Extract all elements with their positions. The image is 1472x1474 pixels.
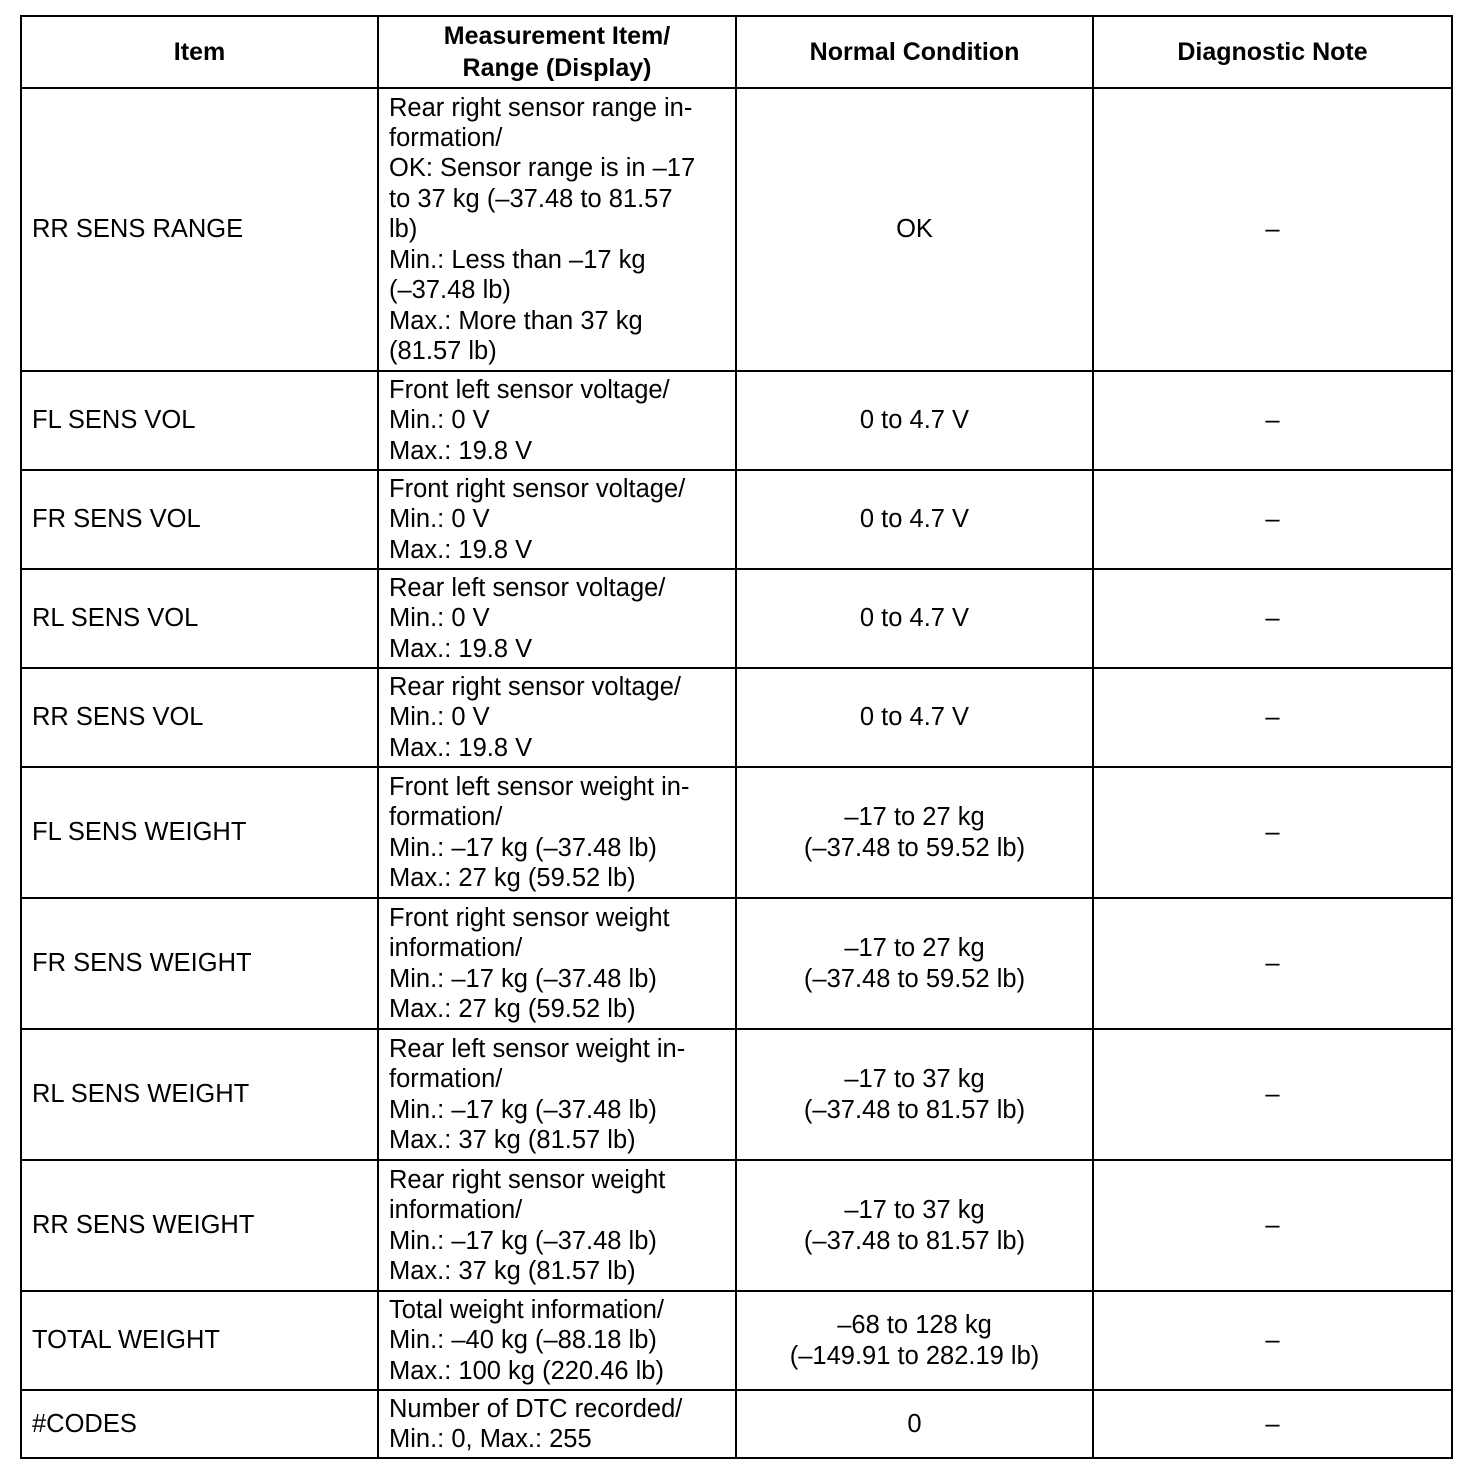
item-cell: RL SENS WEIGHT (21, 1029, 378, 1160)
measurement-cell: Rear left sensor weight in- formation/ Min.: –17 kg (–37.48 lb) Max.: 37 kg (81.57 lb) (378, 1029, 736, 1160)
normal-condition-cell: –17 to 27 kg (–37.48 to 59.52 lb) (736, 767, 1093, 898)
table-row (21, 1390, 1452, 1458)
item-cell: RL SENS VOL (21, 569, 378, 668)
header-measurement (378, 16, 736, 88)
header-item: Item (21, 16, 378, 88)
measurement-cell: Rear right sensor range in- formation/ OK: Sensor range is in –17 to 37 kg (–37.48 to 81.57 lb) Min.: Less than –17 kg (–37.48 lb) Max.: More than 37 kg (81.57 lb) (378, 88, 736, 371)
table-row (21, 898, 1452, 1029)
normal-condition-cell: –17 to 37 kg (–37.48 to 81.57 lb) (736, 1029, 1093, 1160)
table-row (21, 470, 1452, 569)
measurement-cell: Rear left sensor voltage/ Min.: 0 V Max.: 19.8 V (378, 569, 736, 668)
header-row (21, 16, 1452, 88)
normal-condition-cell: 0 to 4.7 V (736, 470, 1093, 569)
measurement-cell: Front left sensor weight in- formation/ Min.: –17 kg (–37.48 lb) Max.: 27 kg (59.52 lb) (378, 767, 736, 898)
normal-condition-cell: 0 to 4.7 V (736, 668, 1093, 767)
diagnostic-note-cell: – (1093, 898, 1452, 1029)
item-cell: RR SENS VOL (21, 668, 378, 767)
diagnostic-note-cell: – (1093, 88, 1452, 371)
diagnostic-note-cell: – (1093, 1160, 1452, 1291)
diagnostic-note-cell: – (1093, 668, 1452, 767)
diagnostic-note-cell: – (1093, 470, 1452, 569)
table-row (21, 1291, 1452, 1390)
item-cell: RR SENS RANGE (21, 88, 378, 371)
item-cell: TOTAL WEIGHT (21, 1291, 378, 1390)
normal-condition-cell: –17 to 27 kg (–37.48 to 59.52 lb) (736, 898, 1093, 1029)
header-diagnostic-note: Diagnostic Note (1093, 16, 1452, 88)
header-measurement-line2: Range (Display) (462, 54, 652, 82)
table-row (21, 668, 1452, 767)
measurement-cell: Rear right sensor voltage/ Min.: 0 V Max.: 19.8 V (378, 668, 736, 767)
item-cell: FL SENS WEIGHT (21, 767, 378, 898)
item-cell: #CODES (21, 1390, 378, 1458)
normal-condition-cell: 0 to 4.7 V (736, 371, 1093, 470)
item-cell: FR SENS VOL (21, 470, 378, 569)
normal-condition-cell: OK (736, 88, 1093, 371)
item-cell: FR SENS WEIGHT (21, 898, 378, 1029)
item-cell: RR SENS WEIGHT (21, 1160, 378, 1291)
header-measurement-line1: Measurement Item/ (443, 22, 671, 50)
measurement-cell: Total weight information/ Min.: –40 kg (–88.18 lb) Max.: 100 kg (220.46 lb) (378, 1291, 736, 1390)
normal-condition-cell: 0 (736, 1390, 1093, 1458)
measurement-cell: Rear right sensor weight information/ Min.: –17 kg (–37.48 lb) Max.: 37 kg (81.57 lb) (378, 1160, 736, 1291)
table-row (21, 569, 1452, 668)
normal-condition-cell: –17 to 37 kg (–37.48 to 81.57 lb) (736, 1160, 1093, 1291)
table-row (21, 371, 1452, 470)
normal-condition-cell: 0 to 4.7 V (736, 569, 1093, 668)
item-cell: FL SENS VOL (21, 371, 378, 470)
table-row (21, 88, 1452, 371)
diagnostic-note-cell: – (1093, 1291, 1452, 1390)
measurement-cell: Front right sensor voltage/ Min.: 0 V Max.: 19.8 V (378, 470, 736, 569)
diagnostic-note-cell: – (1093, 1390, 1452, 1458)
header-normal-condition: Normal Condition (736, 16, 1093, 88)
measurement-cell: Number of DTC recorded/ Min.: 0, Max.: 255 (378, 1390, 736, 1458)
table-row (21, 1160, 1452, 1291)
measurement-cell: Front right sensor weight information/ Min.: –17 kg (–37.48 lb) Max.: 27 kg (59.52 lb) (378, 898, 736, 1029)
measurement-cell: Front left sensor voltage/ Min.: 0 V Max.: 19.8 V (378, 371, 736, 470)
normal-condition-cell: –68 to 128 kg (–149.91 to 282.19 lb) (736, 1291, 1093, 1390)
diagnostic-note-cell: – (1093, 767, 1452, 898)
diagnostic-note-cell: – (1093, 569, 1452, 668)
table-row (21, 767, 1452, 898)
diagnostic-note-cell: – (1093, 1029, 1452, 1160)
table-row (21, 1029, 1452, 1160)
data-list-table (20, 15, 1453, 1459)
diagnostic-note-cell: – (1093, 371, 1452, 470)
